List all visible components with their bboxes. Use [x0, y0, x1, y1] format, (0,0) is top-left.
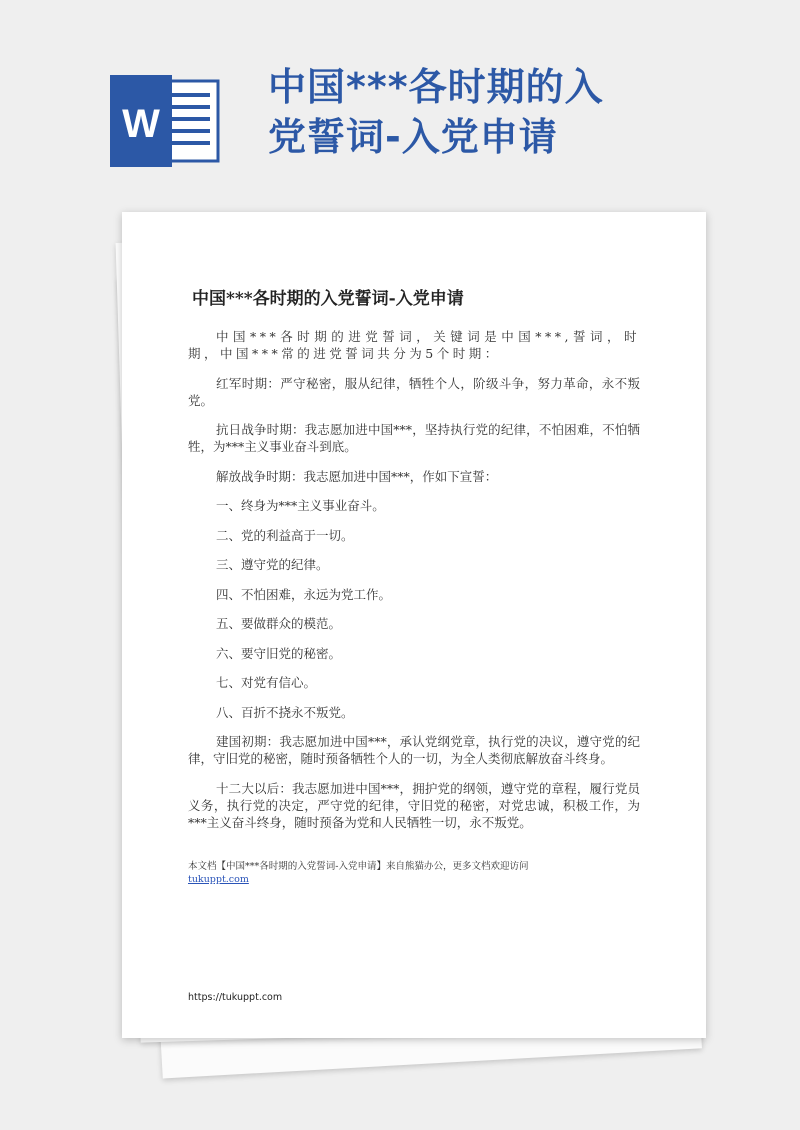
- list-item: 一、终身为***主义事业奋斗。: [216, 498, 385, 513]
- paragraph: 红军时期：严守秘密，服从纪律，牺牲个人，阶级斗争，努力革命，永不叛党。: [188, 375, 640, 408]
- list-item: 八、百折不挠永不叛党。: [216, 704, 354, 720]
- paragraph: 中国***各时期的进党誓词，关键词是中国***,誓词，时期，中国***常的进党誓词共分为5个时期：: [188, 329, 640, 361]
- paragraph: 解放战争时期：我志愿加进中国***，作如下宣誓：: [216, 468, 498, 484]
- source-link[interactable]: tukuppt.com: [188, 874, 249, 885]
- document-page: [122, 212, 706, 1038]
- paragraph: 抗日战争时期：我志愿加进中国***，坚持执行党的纪律，不怕困难，不怕牺牲，为***主义事业奋斗到底。: [188, 422, 640, 454]
- word-logo-icon: [110, 75, 222, 167]
- source-note-text: 本文档【中国***各时期的入党誓词-入党申请】来自熊猫办公，更多文档欢迎访问: [188, 861, 529, 872]
- logo-letter: W: [122, 102, 160, 146]
- source-note: [188, 860, 528, 886]
- document-body: [188, 328, 640, 843]
- list-item: 二、党的利益高于一切。: [216, 527, 354, 543]
- list-item: 四、不怕困难，永远为党工作。: [216, 586, 392, 602]
- header-title-line2: 党誓词-入党申请: [268, 115, 558, 159]
- footer-url: https://tukuppt.com: [188, 992, 283, 1003]
- list-item: 五、要做群众的模范。: [216, 616, 342, 631]
- list-item: 七、对党有信心。: [216, 675, 317, 690]
- document-title: 中国***各时期的入党誓词-入党申请: [192, 289, 464, 309]
- header-title: [268, 62, 688, 162]
- header-title-line1: 中国***各时期的入: [268, 65, 604, 109]
- paragraph: 十二大以后：我志愿加进中国***，拥护党的纲领，遵守党的章程，履行党员义务，执行党的决定，严守党的纪律，守旧党的秘密，对党忠诚，积极工作，为***主义奋斗终身，随时预备为党和人民牺牲一切，永不叛党。: [188, 780, 640, 830]
- list-item: 三、遵守党的纪律。: [216, 557, 329, 572]
- paragraph: 建国初期：我志愿加进中国***，承认党纲党章，执行党的决议，遵守党的纪律，守旧党的秘密，随时预备牺牲个人的一切，为全人类彻底解放奋斗终身。: [188, 734, 640, 766]
- list-item: 六、要守旧党的秘密。: [216, 645, 342, 661]
